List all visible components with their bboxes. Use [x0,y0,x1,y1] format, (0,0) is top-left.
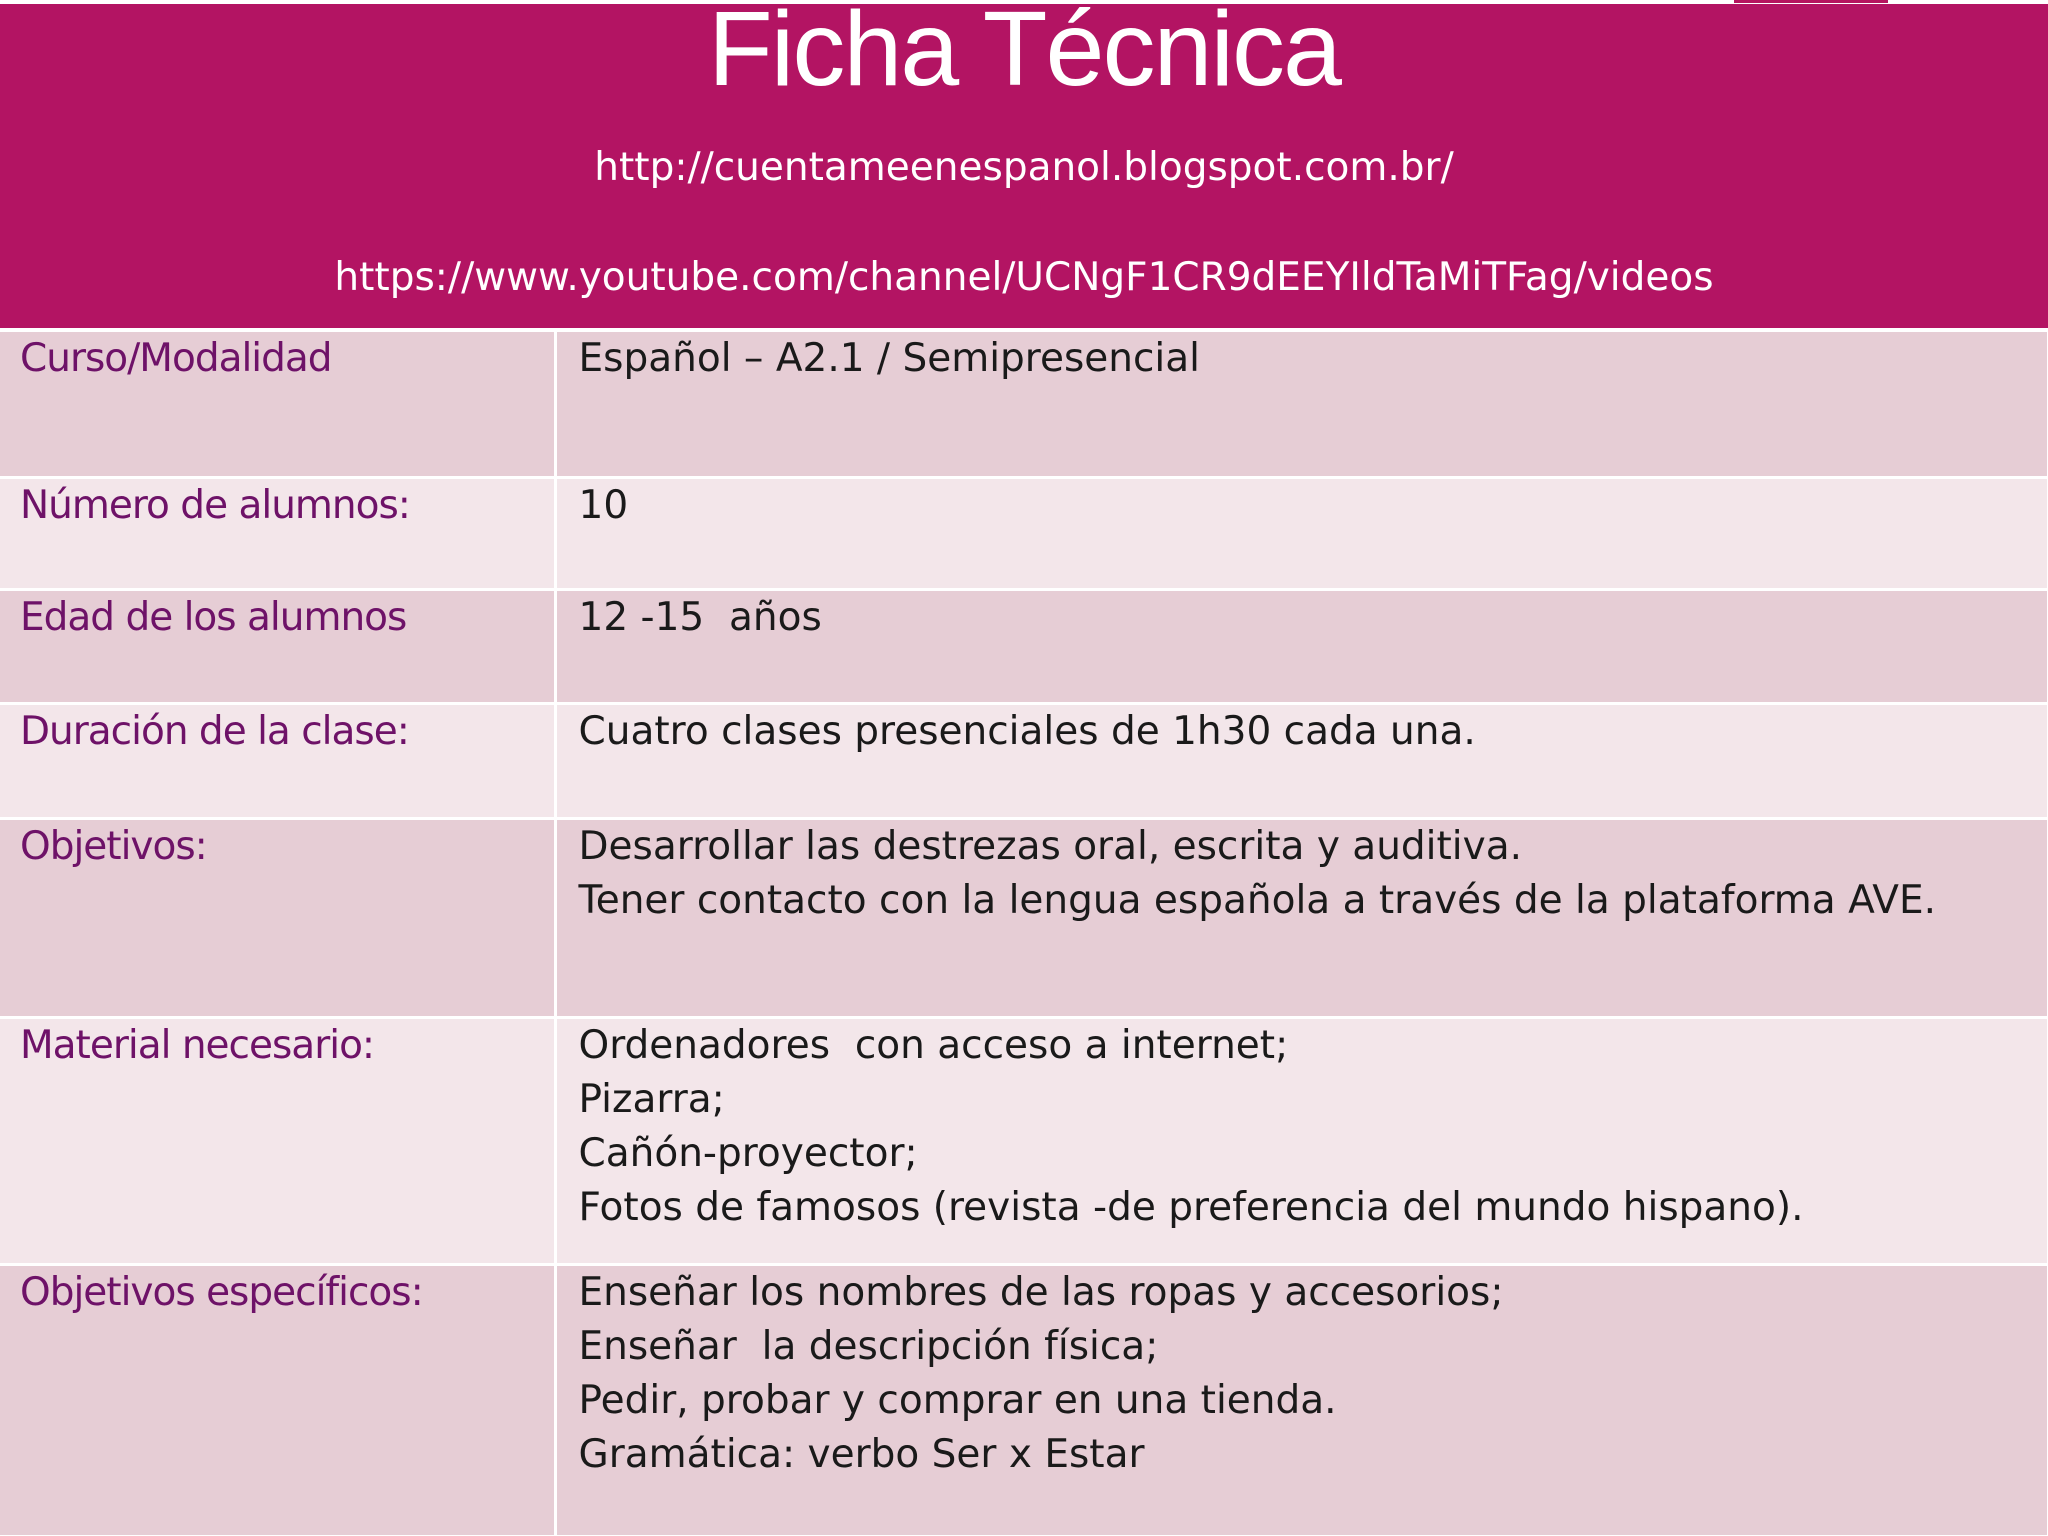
row-value-line: Pizarra; [578,1076,725,1122]
row-label: Edad de los alumnos [20,594,407,640]
value-cell [555,332,2048,477]
table-row-edad [0,589,2048,703]
row-value-line: Desarrollar las destrezas oral, escrita y auditiva. [578,823,1523,869]
value-cell [555,818,2048,1017]
value-cell [555,703,2048,818]
row-value-line: Ordenadores con acceso a internet; [578,1022,1289,1068]
blog-link[interactable]: http://cuentameenespanol.blogspot.com.br/ [594,145,1454,190]
label-cell [0,1017,555,1264]
row-value-line: Gramática: verbo Ser x Estar [578,1431,1145,1477]
row-value-line: Enseñar la descripción física; [578,1323,1159,1369]
row-value-line: 12 -15 años [578,594,822,640]
row-value-line: Cañón-proyector; [578,1130,918,1176]
table-row-material [0,1017,2048,1264]
label-cell [0,818,555,1017]
label-cell [0,589,555,703]
row-value-line: Español – A2.1 / Semipresencial [578,336,1201,381]
row-label: Material necesario: [20,1022,375,1068]
page-title: Ficha Técnica [708,4,1340,108]
table-row-objetivos [0,818,2048,1017]
row-value-line: Tener contacto con la lengua española a través de la plataforma AVE. [578,877,1936,923]
table-row-curso [0,332,2048,477]
value-cell [555,589,2048,703]
table-row-objetivos-especificos [0,1264,2048,1536]
header-banner [0,4,2048,328]
value-cell [555,1264,2048,1536]
top-accent-bar [1734,0,1888,3]
row-label: Número de alumnos: [20,482,410,528]
table-row-duracion [0,703,2048,818]
row-label: Objetivos específicos: [20,1269,423,1315]
value-cell [555,477,2048,589]
label-cell [0,477,555,589]
row-value-line: Pedir, probar y comprar en una tienda. [578,1377,1337,1423]
row-label: Curso/Modalidad [20,336,332,381]
row-value-line: Cuatro clases presenciales de 1h30 cada una. [578,708,1476,754]
row-value-line: 10 [578,482,629,528]
row-value-line: Enseñar los nombres de las ropas y accesorios; [578,1269,1504,1315]
row-value-line: Fotos de famosos (revista -de preferencia del mundo hispano). [578,1184,1804,1230]
label-cell [0,332,555,477]
row-label: Objetivos: [20,823,207,869]
ficha-table [0,332,2048,1536]
row-label: Duración de la clase: [20,708,409,754]
value-cell [555,1017,2048,1264]
youtube-link[interactable]: https://www.youtube.com/channel/UCNgF1CR9dEEYIldTaMiTFag/videos [334,255,1714,300]
label-cell [0,703,555,818]
table-row-numero [0,477,2048,589]
label-cell [0,1264,555,1536]
